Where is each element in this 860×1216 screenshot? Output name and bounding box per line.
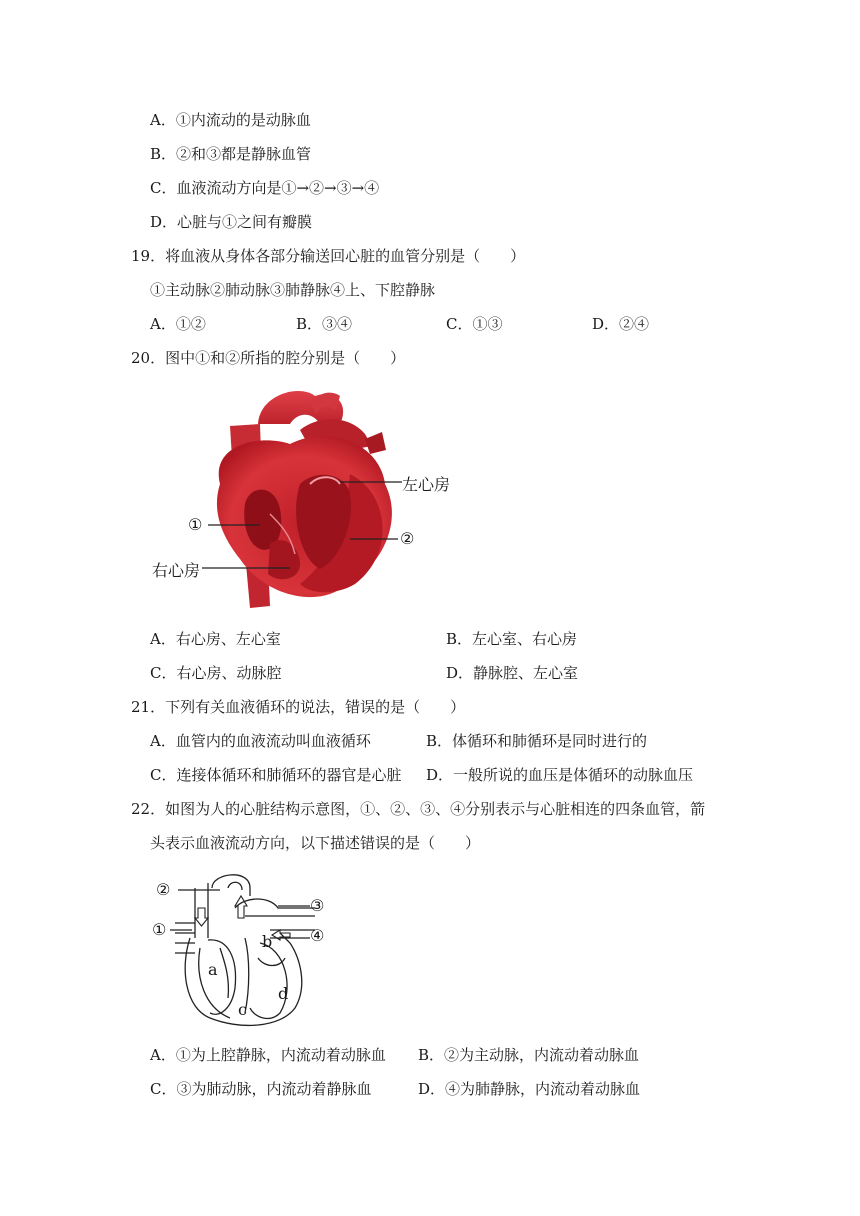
q21-option-c: C．连接体循环和肺循环的器官是心脏 xyxy=(150,766,402,784)
q19-option-d: D．②④ xyxy=(592,315,650,333)
q22-option-c: C．③为肺动脉，内流动着静脉血 xyxy=(150,1080,372,1098)
chamber-label-b: b xyxy=(262,932,273,951)
label-mark-2: ② xyxy=(400,529,415,548)
chamber-label-a: a xyxy=(208,960,218,979)
q18-option-a: A．①内流动的是动脉血 xyxy=(150,111,311,129)
q20-option-b: B．左心室、右心房 xyxy=(446,630,578,648)
q21-option-b: B．体循环和肺循环是同时进行的 xyxy=(426,732,648,750)
q19-option-c: C．①③ xyxy=(446,315,503,333)
q22-option-d: D．④为肺静脉，内流动着动脉血 xyxy=(418,1080,641,1098)
outline-label-2: ② xyxy=(156,880,171,899)
chamber-label-d: d xyxy=(278,984,289,1003)
q19-option-a: A．①② xyxy=(150,315,206,333)
q18-option-d: D．心脏与①之间有瓣膜 xyxy=(150,213,313,231)
heart-line-diagram xyxy=(150,868,340,1033)
label-right-atrium: 右心房 xyxy=(152,561,201,580)
q19-stem: 19．将血液从身体各部分输送回心脏的血管分别是（ ） xyxy=(131,247,526,265)
label-mark-1: ① xyxy=(188,515,203,534)
q18-option-c: C．血液流动方向是①→②→③→④ xyxy=(150,179,380,197)
heart-illustration xyxy=(150,384,460,614)
q22-stem-line1: 22．如图为人的心脏结构示意图，①、②、③、④分别表示与心脏相连的四条血管，箭 xyxy=(131,800,706,818)
q20-option-c: C．右心房、动脉腔 xyxy=(150,664,282,682)
q22-option-b: B．②为主动脉，内流动着动脉血 xyxy=(418,1046,640,1064)
q21-option-a: A．血管内的血液流动叫血液循环 xyxy=(150,732,371,750)
outline-label-3: ③ xyxy=(310,896,325,915)
q22-stem-line2: 头表示血液流动方向，以下描述错误的是（ ） xyxy=(150,834,481,852)
q19-items: ①主动脉②肺动脉③肺静脉④上、下腔静脉 xyxy=(150,281,436,299)
q19-option-b: B．③④ xyxy=(296,315,353,333)
outline-label-4: ④ xyxy=(310,926,325,945)
q20-option-a: A．右心房、左心室 xyxy=(150,630,281,648)
outline-label-1: ① xyxy=(152,920,167,939)
label-left-atrium: 左心房 xyxy=(402,475,451,494)
q21-stem: 21．下列有关血液循环的说法，错误的是（ ） xyxy=(131,698,466,716)
q18-option-b: B．②和③都是静脉血管 xyxy=(150,145,312,163)
q22-option-a: A．①为上腔静脉，内流动着动脉血 xyxy=(150,1046,386,1064)
q20-stem: 20．图中①和②所指的腔分别是（ ） xyxy=(131,349,406,367)
chamber-label-c: c xyxy=(238,1000,247,1019)
q21-option-d: D．一般所说的血压是体循环的动脉血压 xyxy=(426,766,694,784)
q20-option-d: D．静脉腔、左心室 xyxy=(446,664,579,682)
